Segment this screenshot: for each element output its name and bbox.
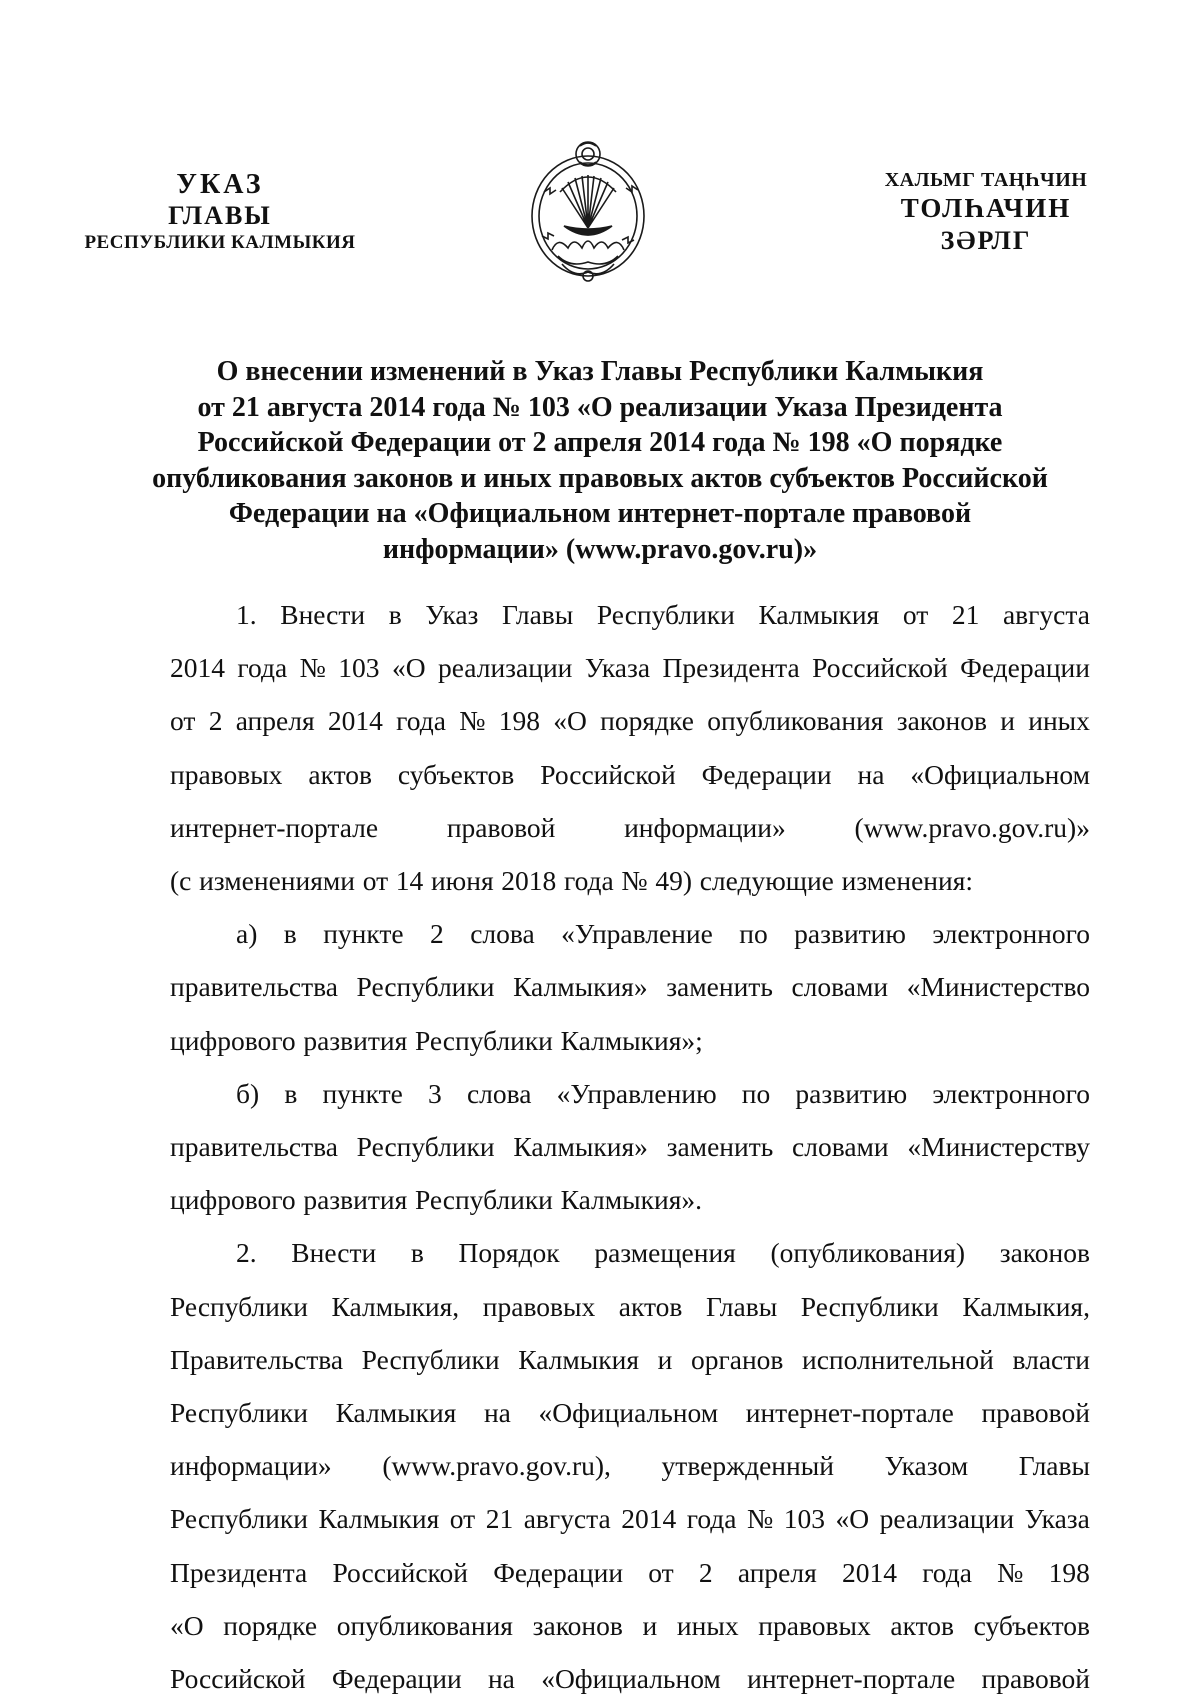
title-line: Федерации на «Официальном интернет-портале правовой [228, 498, 972, 530]
decree-title [150, 354, 1050, 567]
body-line: 2014 года № 103 «О реализации Указа Президента Российской Федерации [170, 652, 1090, 684]
header-right-line-2: ТОЛҺАЧИН [900, 193, 1072, 224]
header-right-kalmyk [836, 168, 1136, 257]
title-line: О внесении изменений в Указ Главы Республики Калмыкия [216, 356, 984, 387]
body-line: от 2 апреля 2014 года № 198 «О порядке опубликования законов и иных [170, 705, 1090, 737]
header-left-line-1: УКАЗ [176, 169, 264, 200]
title-line: информации» (www.pravo.gov.ru)» [382, 533, 818, 565]
body-line: б) в пункте 3 слова «Управлению по развитию электронного [236, 1077, 1090, 1109]
header-left-russian [60, 168, 380, 254]
body-line: «О порядке опубликования законов и иных правовых актов субъектов [170, 1609, 1090, 1641]
header-left-line-2: ГЛАВЫ [168, 201, 272, 231]
body-line: Правительства Республики Калмыкия и органов исполнительной власти [170, 1343, 1090, 1375]
title-line: опубликования законов и иных правовых актов субъектов Российской [152, 462, 1048, 494]
body-line: 2. Внести в Порядок размещения (опубликования) законов [236, 1237, 1090, 1269]
title-line: Российской Федерации от 2 апреля 2014 года № 198 «О порядке [197, 427, 1003, 459]
body-line: 1. Внести в Указ Главы Республики Калмыкия от 21 августа [236, 599, 1090, 630]
body-line: интернет-портале правовой информации» (www.pravo.gov.ru)» [170, 811, 1090, 843]
body-line: правительства Республики Калмыкия» заменить словами «Министерство [170, 971, 1090, 1003]
body-line: Республики Калмыкия от 21 августа 2014 года № 103 «О реализации Указа [170, 1503, 1090, 1535]
body-line: Республики Калмыкия, правовых актов Главы Республики Калмыкия, [170, 1290, 1090, 1322]
header-left-line-3: РЕСПУБЛИКИ КАЛМЫКИЯ [84, 231, 356, 253]
body-line: информации» (www.pravo.gov.ru), утвержденный Указом Главы [170, 1450, 1090, 1482]
coat-of-arms-icon [522, 132, 654, 292]
body-line: Республики Калмыкия на «Официальном интернет-портале правовой [170, 1397, 1090, 1429]
title-line: от 21 августа 2014 года № 103 «О реализации Указа Президента [197, 391, 1003, 423]
header-right-line-3: ЗӘРЛГ [940, 226, 1032, 256]
body-line: а) в пункте 2 слова «Управление по развитию электронного [236, 918, 1090, 950]
decree-body [170, 588, 1090, 1705]
body-line: цифрового развития Республики Калмыкия». [170, 1184, 702, 1216]
header-right-line-1: ХАЛЬМГ ТАҢҺЧИН [884, 169, 1088, 191]
body-line: правовых актов субъектов Российской Федерации на «Официальном [170, 758, 1090, 790]
body-line: правительства Республики Калмыкия» заменить словами «Министерству [170, 1131, 1090, 1163]
body-line: Президента Российской Федерации от 2 апреля 2014 года № 198 [170, 1556, 1090, 1588]
body-line: Российской Федерации на «Официальном интернет-портале правовой [170, 1663, 1090, 1695]
body-line: (с изменениями от 14 июня 2018 года № 49) следующие изменения: [170, 865, 974, 897]
body-line: цифрового развития Республики Калмыкия»; [170, 1024, 703, 1056]
